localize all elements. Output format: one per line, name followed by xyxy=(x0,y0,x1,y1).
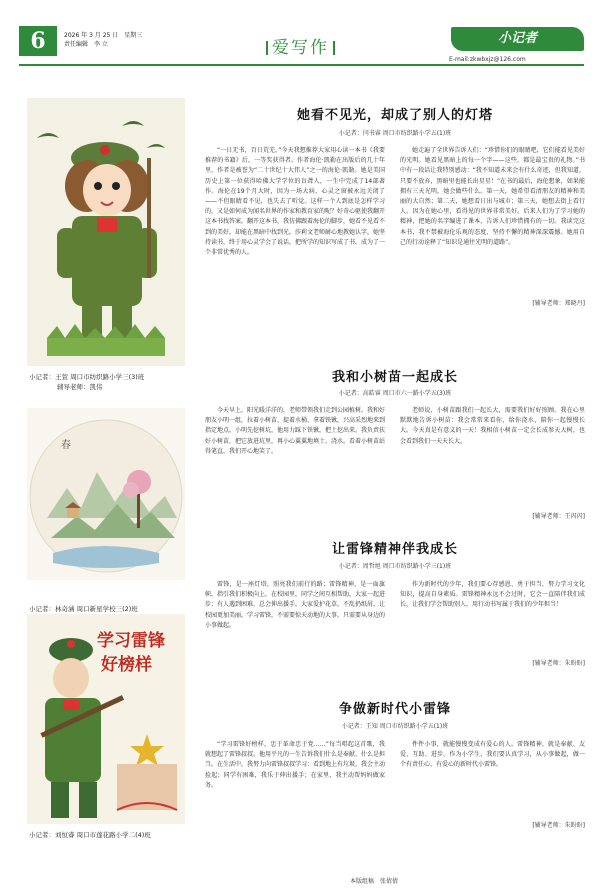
article-2-col-2: 老师说，小树苗跟我们一起长大，需要我们好好照顾。我在心里默默地告诉小树苗：我会常常来看你，给你浇水，陪你一起慢慢长大。今天真是有意义的一天！我相信小树苗一定会长成参天大树，也会看到我们一天天长大。 xyxy=(400,407,585,445)
image-2-author: 小记者：林奇涵 周口新星学校三(2)班 xyxy=(29,605,138,613)
image-3-author: 小记者：刘恒睿 周口市莲花路小学二(4)班 xyxy=(29,831,151,839)
article-3-col-2: 作为新时代的少年，我们要心存感恩、勇于担当，努力学习文化知识，提高自身素质。雷锋精神永远不会过时，它会一直陪伴我们成长，让我们学会帮助别人，用行动书写属于我们的少年担当！ xyxy=(400,581,585,609)
article-4-teacher: [辅导老师：朱盼盼] xyxy=(532,822,585,829)
article-2-teacher: [辅导老师：王闪闪] xyxy=(532,513,585,520)
section-title xyxy=(262,33,339,58)
image-caption-1 xyxy=(29,372,144,392)
article-1-byline: 小记者：闫书睿 周口市纺织路小学五(1)班 xyxy=(338,130,452,137)
editor-line: 责任编辑 李 立 xyxy=(64,41,108,48)
issue-date: 2026 年 3 月 25 日 星期三 xyxy=(64,32,143,39)
artwork-slogan-line2: 好榜样 xyxy=(101,655,152,675)
drawing-lei-feng xyxy=(27,614,185,824)
painting-landscape-art xyxy=(27,408,185,580)
article-2-col-1: 今天早上，阳光暖洋洋的，老师带领我们走到公园植树。我和好朋友小明一组，拉着小树苗、提着水桶、拿着铁锹，兴高采烈地来到指定地点。小明先挖树坑，他用力踩下铁锹，把土挖出来。我负责扶好小树苗，把它放进坑里，再小心翼翼地填土、浇水。看着小树苗站得笔直，我们开心地笑了。 xyxy=(205,407,385,455)
image-1-teacher: 辅导老师：凯伟 xyxy=(57,383,103,391)
drawing-soldier-girl xyxy=(27,98,185,366)
article-3-title: 让雷锋精神伴我成长 xyxy=(331,542,458,557)
drawing-soldier-girl-art xyxy=(27,98,185,366)
issue-meta xyxy=(64,31,142,49)
article-4-col-1: “学习雷锋好榜样，忠于革命忠于党……”每当唱起这首歌，我就想起了雷锋叔叔。他用平凡的一生告诉我们什么是奉献、什么是担当。在生活中，我努力向雷锋叔叔学习：看到地上有垃圾，我会主动捡起；同学有困难，我乐于伸出援手；在家里，我主动帮妈妈做家务。 xyxy=(205,741,385,789)
article-2-byline: 小记者：高皓睿 周口市六一路小学五(3)班 xyxy=(338,390,452,397)
section-bar-left xyxy=(266,41,268,55)
image-1-author: 小记者：王萱 周口市纺织路小学三(3)班 xyxy=(29,373,145,381)
article-4-byline: 小记者：王知 周口市纺织路小学五(1)班 xyxy=(341,723,449,730)
article-1-teacher: [辅导老师：郑晓丹] xyxy=(532,300,585,307)
article-3-byline: 小记者：周哲旭 周口市纺织路小学三(1)班 xyxy=(338,563,452,570)
page-header xyxy=(0,0,600,66)
page-footer: 本版组稿 张倩倩 xyxy=(350,878,399,885)
image-caption-2 xyxy=(29,604,138,614)
article-2-title: 我和小树苗一起成长 xyxy=(331,370,458,385)
article-3-col-1: 雷锋，是一座灯塔，照亮我们前行的路；雷锋精神，是一面旗帜，指引我们积极向上。在校园里，同学之间互相帮助，大家一起进步；有人遇到困难，总会伸出援手。大家爱护花草，不乱扔纸屑，让校园更加美丽。学习雷锋，不需要惊天动地的大事，只需要从身边的小事做起。 xyxy=(205,581,385,629)
page-number: 6 xyxy=(19,26,57,56)
artwork-slogan-line1: 学习雷锋 xyxy=(97,631,165,651)
svg-text:春: 春 xyxy=(61,440,71,451)
article-1-col-1: “一日无书，百日荒芜。”今天我想推荐大家用心读一本书《我要推荐的书籍》后，一等奖获得者。作者海伦·凯勒在出版后的几十年里，作者是被誉为“二十世纪十大伟人”之一的海伦·凯勒。她是美国历史上第一位获得哈佛大学学位的盲聋人，一生中完成了14部著作。海伦在19个月大时，因为一场大病，心灵之窗被永远关闭了——不但眼睛看不见，也失去了听觉。这样一个人到底是怎样学习的，又是如何成为闻名世界的作家和教育家的呢？好奇心驱使我翻开这本书找答案。翻开这本书，我仿佛跟着海伦的脚步，她看不见看不到的美好。却能在黑暗中找到光。莎莉文老师耐心地教她认字，她坚持读书，终于用心灵学会了说话，把所学的知识写成了书，成为了一个非常优秀的人。 xyxy=(205,147,385,257)
drawing-lei-feng-art xyxy=(27,614,185,824)
article-4-title: 争做新时代小雷锋 xyxy=(338,702,451,717)
section-bar-right xyxy=(333,41,335,55)
article-1-col-2: 她走遍了全世界告诉人们：“珍惜你们的眼睛吧，它们能看见美好的光明。她看见黑暗上的每一个字——这些，都是最宝贵的礼物。”书中有一段话让我特别感动：“我不知道未来会有什么奇迹，但我知道，只要不放弃，黑暗里也能长出星星！”在书的最后，海伦想象，如果能拥有三天光明，她会做些什么。第一天，她希望看清朋友的精神和美丽的大自然；第二天，她想看日出与城市；第三天，她想去街上看行人。因为在她心里，看得见的世界非常美好。后来人们为了学习她的精神，把她的名字编进了课本，告诉人们珍惜拥有的一切。我读完这本书，我不禁被海伦乐观的态度、坚持不懈的精神深深震撼。她用自己的行动诠释了“知识是通往光明的道路”。 xyxy=(400,147,585,246)
article-1-title: 她看不见光，却成了别人的灯塔 xyxy=(296,108,493,123)
painting-landscape xyxy=(27,408,185,580)
article-3-teacher: [辅导老师：朱盼盼] xyxy=(532,660,585,667)
article-4-col-2: 件件小事，就能慢慢变成有爱心的人。雷锋精神，就是奉献、友爱、互助、进步。作为小学生，我们要认真学习，从小事做起，做一个有责任心、有爱心的新时代小雷锋。 xyxy=(400,741,585,769)
image-caption-3 xyxy=(29,830,151,840)
contact-email: E-mail:zkwbxjz@126.com xyxy=(449,56,526,63)
brand-logo: 小记者 xyxy=(451,27,584,51)
header-rule xyxy=(19,64,584,66)
section-title-text: 爱写作 xyxy=(272,38,329,58)
